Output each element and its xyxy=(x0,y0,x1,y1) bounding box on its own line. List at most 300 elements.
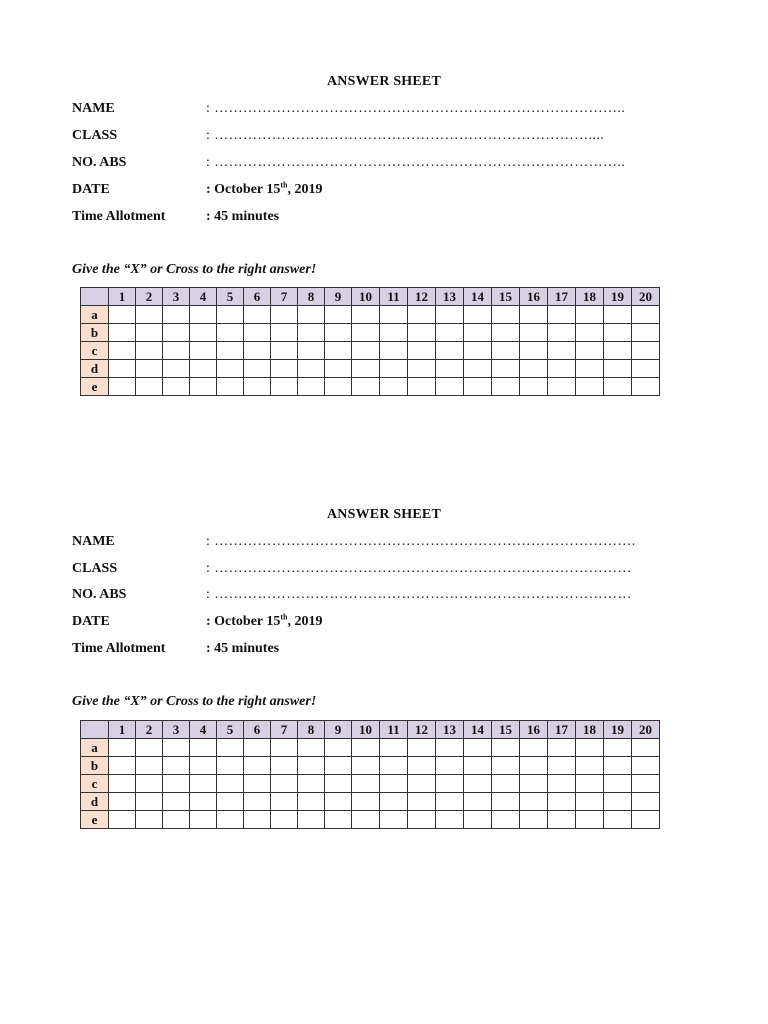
answer-cell[interactable] xyxy=(380,306,408,324)
answer-cell[interactable] xyxy=(408,811,436,829)
answer-cell[interactable] xyxy=(520,793,548,811)
name-field-value: : ……………………………………………………………………………. xyxy=(206,534,636,549)
answer-cell[interactable] xyxy=(244,739,271,757)
answer-cell[interactable] xyxy=(244,306,271,324)
answer-cell[interactable] xyxy=(217,306,244,324)
answer-cell[interactable] xyxy=(136,378,163,396)
answer-cell[interactable] xyxy=(548,378,576,396)
answer-cell[interactable] xyxy=(576,757,604,775)
question-number-header: 1 xyxy=(109,721,136,739)
date-value-prefix: : October 15 xyxy=(206,614,281,629)
name-field[interactable] xyxy=(206,101,625,117)
answer-cell[interactable] xyxy=(492,757,520,775)
answer-cell[interactable] xyxy=(464,306,492,324)
answer-grid xyxy=(80,287,660,396)
answer-cell[interactable] xyxy=(244,811,271,829)
answer-cell[interactable] xyxy=(548,739,576,757)
answer-cell[interactable] xyxy=(217,775,244,793)
answer-cell[interactable] xyxy=(109,811,136,829)
answer-cell[interactable] xyxy=(244,793,271,811)
answer-cell[interactable] xyxy=(163,360,190,378)
question-number-header: 16 xyxy=(520,721,548,739)
answer-cell[interactable] xyxy=(109,360,136,378)
answer-cell[interactable] xyxy=(244,324,271,342)
answer-cell[interactable] xyxy=(217,324,244,342)
answer-cell[interactable] xyxy=(576,811,604,829)
answer-cell[interactable] xyxy=(109,757,136,775)
option-letter-label: b xyxy=(81,757,109,775)
answer-grid xyxy=(80,720,660,829)
answer-cell[interactable] xyxy=(325,739,352,757)
name-field[interactable] xyxy=(206,534,636,550)
answer-cell[interactable] xyxy=(632,757,660,775)
answer-cell[interactable] xyxy=(632,811,660,829)
answer-cell[interactable] xyxy=(604,324,632,342)
question-number-header: 17 xyxy=(548,721,576,739)
no-abs-label: NO. ABS xyxy=(72,155,127,170)
question-number-header: 3 xyxy=(163,288,190,306)
answer-cell[interactable] xyxy=(109,324,136,342)
answer-cell[interactable] xyxy=(325,811,352,829)
answer-cell[interactable] xyxy=(190,739,217,757)
answer-cell[interactable] xyxy=(244,378,271,396)
question-number-header: 15 xyxy=(492,288,520,306)
answer-cell[interactable] xyxy=(632,360,660,378)
answer-cell[interactable] xyxy=(298,739,325,757)
answer-cell[interactable] xyxy=(109,739,136,757)
option-letter-label: b xyxy=(81,324,109,342)
answer-cell[interactable] xyxy=(325,378,352,396)
answer-cell[interactable] xyxy=(604,757,632,775)
answer-cell[interactable] xyxy=(632,324,660,342)
answer-cell[interactable] xyxy=(271,775,298,793)
answer-cell[interactable] xyxy=(604,306,632,324)
answer-cell[interactable] xyxy=(576,378,604,396)
name-field-value: : ………………………………………………………………………….. xyxy=(206,101,626,116)
answer-cell[interactable] xyxy=(380,811,408,829)
answer-cell[interactable] xyxy=(436,775,464,793)
answer-cell[interactable] xyxy=(576,739,604,757)
answer-option-row xyxy=(81,811,660,829)
answer-cell[interactable] xyxy=(217,342,244,360)
class-field-value: : …………………………………………………………………………… xyxy=(206,561,632,576)
answer-cell[interactable] xyxy=(217,739,244,757)
no-abs-field[interactable] xyxy=(206,155,625,171)
answer-cell[interactable] xyxy=(298,324,325,342)
question-number-header: 20 xyxy=(632,288,660,306)
answer-cell[interactable] xyxy=(604,360,632,378)
answer-option-row xyxy=(81,757,660,775)
date-value-sup: th xyxy=(280,612,288,622)
answer-cell[interactable] xyxy=(632,739,660,757)
option-letter-label: d xyxy=(81,360,109,378)
option-letter-label: a xyxy=(81,306,109,324)
time-allotment-label: Time Allotment xyxy=(72,641,166,656)
question-number-header: 2 xyxy=(136,288,163,306)
answer-cell[interactable] xyxy=(271,739,298,757)
answer-cell[interactable] xyxy=(548,793,576,811)
answer-cell[interactable] xyxy=(408,775,436,793)
answer-cell[interactable] xyxy=(464,342,492,360)
answer-cell[interactable] xyxy=(109,775,136,793)
answer-cell[interactable] xyxy=(436,378,464,396)
date-value xyxy=(206,614,323,630)
question-number-header: 10 xyxy=(352,721,380,739)
answer-cell[interactable] xyxy=(352,360,380,378)
question-number-header: 20 xyxy=(632,721,660,739)
answer-cell[interactable] xyxy=(217,757,244,775)
option-letter-label: e xyxy=(81,378,109,396)
answer-cell[interactable] xyxy=(190,757,217,775)
question-number-header: 5 xyxy=(217,721,244,739)
answer-cell[interactable] xyxy=(352,793,380,811)
answer-cell[interactable] xyxy=(520,360,548,378)
answer-cell[interactable] xyxy=(325,757,352,775)
answer-cell[interactable] xyxy=(492,739,520,757)
answer-cell[interactable] xyxy=(271,811,298,829)
answer-cell[interactable] xyxy=(576,342,604,360)
answer-cell[interactable] xyxy=(520,342,548,360)
answer-cell[interactable] xyxy=(325,306,352,324)
option-letter-label: d xyxy=(81,793,109,811)
answer-cell[interactable] xyxy=(380,324,408,342)
answer-cell[interactable] xyxy=(325,360,352,378)
answer-cell[interactable] xyxy=(325,793,352,811)
option-letter-label: c xyxy=(81,775,109,793)
answer-cell[interactable] xyxy=(408,793,436,811)
question-number-header: 1 xyxy=(109,288,136,306)
answer-cell[interactable] xyxy=(464,757,492,775)
answer-cell[interactable] xyxy=(136,306,163,324)
answer-cell[interactable] xyxy=(136,793,163,811)
question-number-header: 17 xyxy=(548,288,576,306)
answer-cell[interactable] xyxy=(632,306,660,324)
answer-cell[interactable] xyxy=(408,360,436,378)
answer-cell[interactable] xyxy=(520,306,548,324)
question-number-header: 18 xyxy=(576,288,604,306)
answer-cell[interactable] xyxy=(548,324,576,342)
answer-cell[interactable] xyxy=(190,793,217,811)
answer-cell[interactable] xyxy=(380,757,408,775)
answer-cell[interactable] xyxy=(408,739,436,757)
answer-cell[interactable] xyxy=(436,793,464,811)
question-number-header: 14 xyxy=(464,288,492,306)
question-number-header: 18 xyxy=(576,721,604,739)
question-number-header: 12 xyxy=(408,288,436,306)
question-number-header: 11 xyxy=(380,288,408,306)
option-letter-label: c xyxy=(81,342,109,360)
answer-cell[interactable] xyxy=(298,775,325,793)
answer-cell[interactable] xyxy=(604,775,632,793)
answer-cell[interactable] xyxy=(109,378,136,396)
option-letter-label: e xyxy=(81,811,109,829)
answer-cell[interactable] xyxy=(604,811,632,829)
answer-cell[interactable] xyxy=(408,378,436,396)
answer-cell[interactable] xyxy=(380,775,408,793)
question-number-header: 15 xyxy=(492,721,520,739)
answer-cell[interactable] xyxy=(244,757,271,775)
date-value-prefix: : October 15 xyxy=(206,182,281,197)
question-number-header: 6 xyxy=(244,288,271,306)
question-number-header: 13 xyxy=(436,288,464,306)
answer-cell[interactable] xyxy=(436,739,464,757)
question-number-header: 5 xyxy=(217,288,244,306)
answer-cell[interactable] xyxy=(136,342,163,360)
answer-cell[interactable] xyxy=(163,739,190,757)
answer-cell[interactable] xyxy=(325,324,352,342)
answer-cell[interactable] xyxy=(436,342,464,360)
question-number-header: 14 xyxy=(464,721,492,739)
answer-cell[interactable] xyxy=(298,811,325,829)
answer-cell[interactable] xyxy=(298,757,325,775)
class-label: CLASS xyxy=(72,128,118,143)
answer-cell[interactable] xyxy=(163,306,190,324)
answer-cell[interactable] xyxy=(520,739,548,757)
question-number-header: 12 xyxy=(408,721,436,739)
question-number-header: 10 xyxy=(352,288,380,306)
answer-cell[interactable] xyxy=(576,775,604,793)
answer-option-row xyxy=(81,378,660,396)
answer-cell[interactable] xyxy=(604,793,632,811)
answer-cell[interactable] xyxy=(190,378,217,396)
time-allotment-value: : 45 minutes xyxy=(206,641,280,656)
answer-cell[interactable] xyxy=(298,378,325,396)
answer-cell[interactable] xyxy=(271,793,298,811)
no-abs-field-value: : …………………………………………………………………………… xyxy=(206,587,632,602)
date-value-sup: th xyxy=(280,180,288,190)
answer-cell[interactable] xyxy=(632,793,660,811)
answer-cell[interactable] xyxy=(548,306,576,324)
question-number-header: 7 xyxy=(271,288,298,306)
answer-cell[interactable] xyxy=(352,775,380,793)
answer-cell[interactable] xyxy=(190,306,217,324)
grid-header-row xyxy=(81,288,660,306)
answer-cell[interactable] xyxy=(380,793,408,811)
answer-cell[interactable] xyxy=(352,757,380,775)
answer-cell[interactable] xyxy=(136,324,163,342)
answer-option-row xyxy=(81,360,660,378)
answer-cell[interactable] xyxy=(464,739,492,757)
answer-cell[interactable] xyxy=(190,811,217,829)
answer-cell[interactable] xyxy=(492,775,520,793)
answer-cell[interactable] xyxy=(492,360,520,378)
answer-cell[interactable] xyxy=(217,360,244,378)
answer-cell[interactable] xyxy=(492,378,520,396)
answer-cell[interactable] xyxy=(576,306,604,324)
answer-cell[interactable] xyxy=(271,324,298,342)
answer-cell[interactable] xyxy=(380,360,408,378)
class-field-value: : …………………………………………………………………….... xyxy=(206,128,605,143)
answer-cell[interactable] xyxy=(632,378,660,396)
answer-cell[interactable] xyxy=(298,342,325,360)
time-allotment-value: : 45 minutes xyxy=(206,209,280,224)
answer-cell[interactable] xyxy=(436,757,464,775)
answer-cell[interactable] xyxy=(492,324,520,342)
question-number-header: 6 xyxy=(244,721,271,739)
answer-cell[interactable] xyxy=(298,306,325,324)
answer-cell[interactable] xyxy=(352,342,380,360)
date-value-suffix: , 2019 xyxy=(287,614,323,629)
answer-cell[interactable] xyxy=(352,378,380,396)
answer-cell[interactable] xyxy=(271,757,298,775)
answer-cell[interactable] xyxy=(632,342,660,360)
answer-cell[interactable] xyxy=(217,378,244,396)
answer-cell[interactable] xyxy=(380,739,408,757)
sheet-title: ANSWER SHEET xyxy=(326,74,442,89)
answer-cell[interactable] xyxy=(464,775,492,793)
name-label: NAME xyxy=(72,534,115,549)
answer-cell[interactable] xyxy=(464,378,492,396)
answer-cell[interactable] xyxy=(352,324,380,342)
answer-cell[interactable] xyxy=(163,342,190,360)
answer-cell[interactable] xyxy=(244,342,271,360)
time-allotment-label: Time Allotment xyxy=(72,209,166,224)
answer-cell[interactable] xyxy=(163,324,190,342)
answer-cell[interactable] xyxy=(408,324,436,342)
answer-cell[interactable] xyxy=(548,811,576,829)
answer-cell[interactable] xyxy=(632,775,660,793)
answer-cell[interactable] xyxy=(244,775,271,793)
answer-cell[interactable] xyxy=(464,793,492,811)
answer-cell[interactable] xyxy=(436,306,464,324)
question-number-header: 2 xyxy=(136,721,163,739)
answer-cell[interactable] xyxy=(520,757,548,775)
answer-cell[interactable] xyxy=(352,306,380,324)
answer-cell[interactable] xyxy=(548,360,576,378)
answer-cell[interactable] xyxy=(436,324,464,342)
answer-cell[interactable] xyxy=(408,342,436,360)
answer-cell[interactable] xyxy=(520,324,548,342)
class-label: CLASS xyxy=(72,561,118,576)
name-label: NAME xyxy=(72,101,115,116)
answer-cell[interactable] xyxy=(136,739,163,757)
answer-cell[interactable] xyxy=(436,360,464,378)
answer-cell[interactable] xyxy=(190,324,217,342)
answer-cell[interactable] xyxy=(163,775,190,793)
question-number-header: 9 xyxy=(325,288,352,306)
answer-cell[interactable] xyxy=(576,324,604,342)
answer-cell[interactable] xyxy=(548,342,576,360)
answer-cell[interactable] xyxy=(271,360,298,378)
question-number-header: 13 xyxy=(436,721,464,739)
answer-cell[interactable] xyxy=(520,775,548,793)
answer-cell[interactable] xyxy=(109,306,136,324)
answer-cell[interactable] xyxy=(298,360,325,378)
grid-header-row xyxy=(81,721,660,739)
answer-cell[interactable] xyxy=(217,793,244,811)
answer-cell[interactable] xyxy=(576,360,604,378)
answer-cell[interactable] xyxy=(136,360,163,378)
no-abs-label: NO. ABS xyxy=(72,587,127,602)
answer-cell[interactable] xyxy=(136,811,163,829)
question-number-header: 7 xyxy=(271,721,298,739)
option-letter-label: a xyxy=(81,739,109,757)
sheet-title: ANSWER SHEET xyxy=(326,507,442,522)
answer-cell[interactable] xyxy=(464,324,492,342)
answer-cell[interactable] xyxy=(163,378,190,396)
answer-cell[interactable] xyxy=(464,811,492,829)
date-label: DATE xyxy=(72,614,110,629)
no-abs-field-value: : ………………………………………………………………………….. xyxy=(206,155,626,170)
question-number-header: 11 xyxy=(380,721,408,739)
date-value-suffix: , 2019 xyxy=(287,182,323,197)
no-abs-field[interactable] xyxy=(206,587,632,603)
answer-cell[interactable] xyxy=(548,775,576,793)
answer-cell[interactable] xyxy=(492,342,520,360)
answer-cell[interactable] xyxy=(136,757,163,775)
answer-cell[interactable] xyxy=(217,811,244,829)
answer-cell[interactable] xyxy=(271,378,298,396)
answer-option-row xyxy=(81,775,660,793)
question-number-header: 3 xyxy=(163,721,190,739)
answer-cell[interactable] xyxy=(520,378,548,396)
grid-corner-cell xyxy=(81,288,109,306)
answer-cell[interactable] xyxy=(244,360,271,378)
question-number-header: 8 xyxy=(298,288,325,306)
answer-cell[interactable] xyxy=(492,793,520,811)
class-field[interactable] xyxy=(206,561,632,577)
answer-option-row xyxy=(81,306,660,324)
answer-cell[interactable] xyxy=(109,342,136,360)
question-number-header: 16 xyxy=(520,288,548,306)
answer-cell[interactable] xyxy=(604,342,632,360)
answer-cell[interactable] xyxy=(436,811,464,829)
answer-cell[interactable] xyxy=(190,775,217,793)
grid-corner-cell xyxy=(81,721,109,739)
answer-cell[interactable] xyxy=(271,342,298,360)
answer-cell[interactable] xyxy=(271,306,298,324)
date-label: DATE xyxy=(72,182,110,197)
instruction-text: Give the “X” or Cross to the right answer! xyxy=(72,262,317,277)
answer-cell[interactable] xyxy=(163,811,190,829)
question-number-header: 19 xyxy=(604,288,632,306)
answer-cell[interactable] xyxy=(325,775,352,793)
answer-cell[interactable] xyxy=(492,811,520,829)
answer-cell[interactable] xyxy=(548,757,576,775)
answer-cell[interactable] xyxy=(464,360,492,378)
question-number-header: 4 xyxy=(190,288,217,306)
answer-cell[interactable] xyxy=(380,378,408,396)
answer-cell[interactable] xyxy=(352,739,380,757)
answer-option-row xyxy=(81,324,660,342)
answer-cell[interactable] xyxy=(298,793,325,811)
answer-option-row xyxy=(81,342,660,360)
answer-cell[interactable] xyxy=(109,793,136,811)
question-number-header: 9 xyxy=(325,721,352,739)
date-value xyxy=(206,182,323,198)
answer-cell[interactable] xyxy=(408,306,436,324)
answer-option-row xyxy=(81,793,660,811)
answer-cell[interactable] xyxy=(190,342,217,360)
answer-cell[interactable] xyxy=(604,378,632,396)
class-field[interactable] xyxy=(206,128,604,144)
answer-cell[interactable] xyxy=(325,342,352,360)
answer-cell[interactable] xyxy=(492,306,520,324)
answer-cell[interactable] xyxy=(604,739,632,757)
answer-cell[interactable] xyxy=(352,811,380,829)
question-number-header: 8 xyxy=(298,721,325,739)
answer-cell[interactable] xyxy=(380,342,408,360)
instruction-text: Give the “X” or Cross to the right answer! xyxy=(72,694,317,709)
answer-option-row xyxy=(81,739,660,757)
answer-cell[interactable] xyxy=(163,757,190,775)
answer-cell[interactable] xyxy=(576,793,604,811)
answer-cell[interactable] xyxy=(408,757,436,775)
answer-cell[interactable] xyxy=(163,793,190,811)
answer-cell[interactable] xyxy=(520,811,548,829)
answer-cell[interactable] xyxy=(190,360,217,378)
answer-cell[interactable] xyxy=(136,775,163,793)
